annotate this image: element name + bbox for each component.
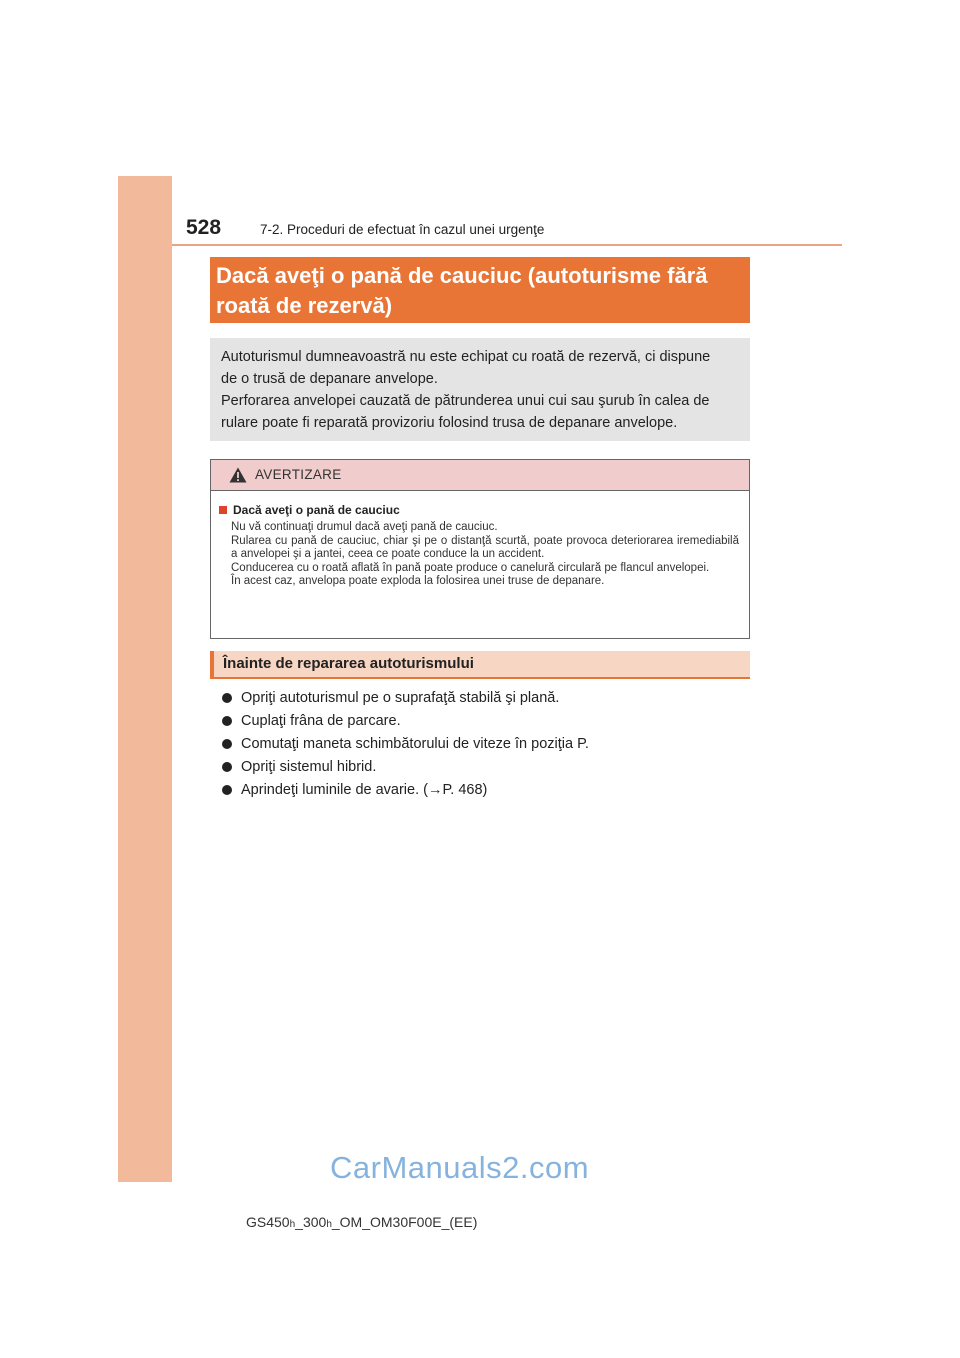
- footer-sub-a: h: [289, 1219, 296, 1230]
- warning-label: AVERTIZARE: [255, 467, 342, 482]
- watermark: CarManuals2.com: [330, 1150, 590, 1185]
- warning-body: [211, 491, 749, 589]
- bullet-dot-icon: [222, 739, 232, 749]
- warning-paragraph: Rularea cu pană de cauciuc, chiar şi pe o distanţă scurtă, poate provoca deteriorarea iremediabilă a anvelopei şi a jantei, ceea ce poate conduce la un accident.: [231, 534, 739, 560]
- list-item-text: Comutaţi maneta schimbătorului de viteze în poziţia P.: [241, 735, 589, 752]
- footer-model-b: _300: [295, 1214, 327, 1230]
- list-item-text: Aprindeţi luminile de avarie. (→P. 468): [241, 781, 488, 798]
- warning-heading: [219, 503, 739, 517]
- intro-line-4: rulare poate fi reparată provizoriu folosind trusa de depanare anvelope.: [221, 415, 678, 431]
- warning-paragraph: Nu vă continuaţi drumul dacă aveţi pană de cauciuc.: [231, 521, 498, 533]
- warning-header: [211, 460, 749, 491]
- list-item-text: Opriţi sistemul hibrid.: [241, 758, 377, 775]
- list-item: [222, 732, 589, 755]
- list-item-text: Cuplaţi frâna de parcare.: [241, 712, 401, 729]
- side-tab-strip: [118, 176, 172, 1182]
- intro-line-1: Autoturismul dumneavoastră nu este echipat cu roată de rezervă, ci dispune: [221, 349, 711, 365]
- page-title-line-1: Dacă aveţi o pană de cauciuc (autoturisme fără: [216, 263, 708, 288]
- footer-sub-b: h: [326, 1219, 332, 1230]
- page-title: [210, 257, 750, 323]
- warning-text: [231, 521, 739, 589]
- bullet-dot-icon: [222, 785, 232, 795]
- intro-line-3: Perforarea anvelopei cauzată de pătrunderea unui cui sau şurub în calea de: [221, 393, 710, 409]
- warning-box: [210, 459, 750, 639]
- bullet-dot-icon: [222, 762, 232, 772]
- intro-line-2: de o trusă de depanare anvelope.: [221, 371, 438, 387]
- square-bullet-icon: [219, 506, 227, 514]
- warning-triangle-icon: [229, 467, 247, 483]
- before-repair-list: [222, 686, 589, 801]
- intro-box: [210, 338, 750, 441]
- page-title-line-2: roată de rezervă): [216, 293, 393, 318]
- footer-model-a: GS450: [246, 1214, 290, 1230]
- list-item: [222, 755, 589, 778]
- list-item: [222, 686, 589, 709]
- page-number: 528: [186, 216, 222, 239]
- section-title: 7-2. Proceduri de efectuat în cazul unei urgenţe: [260, 222, 545, 237]
- list-item-text: Opriţi autoturismul pe o suprafaţă stabilă şi plană.: [241, 689, 560, 706]
- warning-heading-text: Dacă aveţi o pană de cauciuc: [233, 503, 400, 517]
- bullet-dot-icon: [222, 693, 232, 703]
- footer-model-code: [246, 1214, 477, 1230]
- header-divider: [172, 244, 842, 246]
- before-repair-heading: Înainte de repararea autoturismului: [210, 651, 750, 679]
- list-item: [222, 709, 589, 732]
- warning-paragraph: Conducerea cu o roată aflată în pană poate produce o canelură circulară pe flancul anvelopei.: [231, 561, 710, 574]
- list-item: [222, 778, 589, 801]
- bullet-dot-icon: [222, 716, 232, 726]
- warning-paragraph: În acest caz, anvelopa poate exploda la folosirea unei truse de depanare.: [231, 575, 605, 587]
- footer-rest: _OM_OM30F00E_(EE): [331, 1214, 478, 1230]
